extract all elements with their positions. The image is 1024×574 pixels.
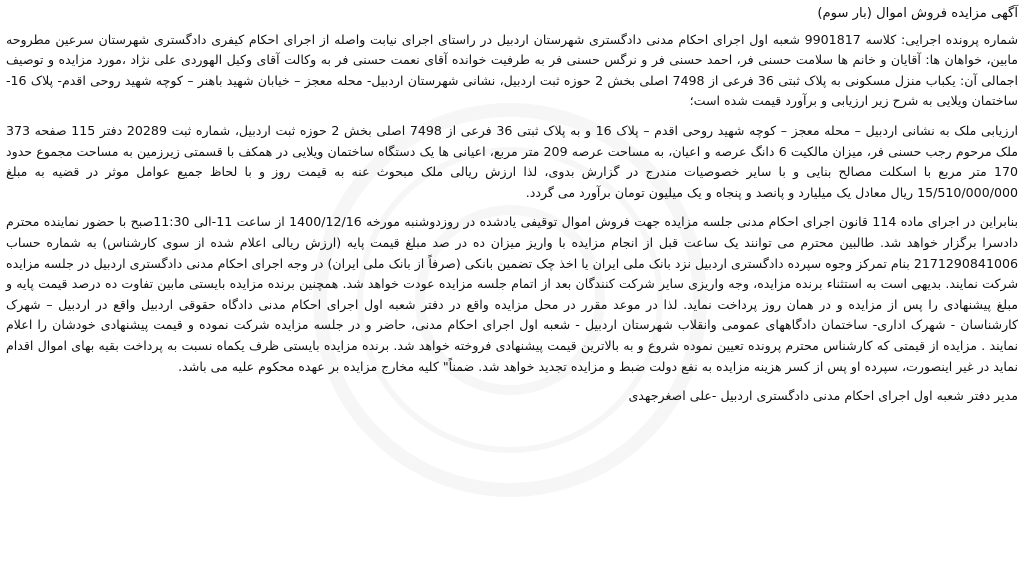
auction-notice-document — [6, 4, 1018, 570]
signature-line: مدیر دفتر شعبه اول اجرای احکام مدنی دادگستری اردبیل -علی اصغرجهدی — [628, 388, 1018, 404]
case-details-paragraph: شماره پرونده اجرایی: کلاسه 9901817 شعبه اول اجرای احکام مدنی دادگستری شهرستان اردبیل در راستای اجرای نیابت واصله از اجرای احکام کیفری دادگستری شهرستان سرعین مطروحه مابین، خواهان ها: آقایان و خانم ها سلامت حسنی فر، احمد حسنی فر و نرگس حسنی فر به طرفیت خوانده آقای نعمت حسنی فر به وکالت آقای وکیل الهوردی علی نژاد ،مورد مزایده و توصیف اجمالی آن: یکباب منزل مسکونی به پلاک ثبتی 36 فرعی از 7498 اصلی بخش 2 حوزه ثبت اردبیل، نشانی شهرستان اردبیل- محله معجز – خیابان شهید باهنر – کوچه شهید روحی اقدم- پلاک 16- ساختمان ویلایی به شرح زیر ارزیابی و برآورد قیمت شده است؛ — [6, 31, 1019, 109]
auction-terms-paragraph: بنابراین در اجرای ماده 114 قانون اجرای احکام مدنی جلسه مزایده جهت فروش اموال توقیفی یادشده در روزدوشنبه مورخه 1400/12/16 از ساعت 11-الی 11:30صبح با حضور نماینده محترم دادسرا برگزار خواهد شد. طالبین محترم می توانند یک ساعت قبل از انجام مزایده با واریز میزان ده در صد مبلغ قیمت پایه (ارزش ریالی اعلام شده از سوی کارشناس) به شماره حساب 2171290841006 بنام تمرکز وجوه سپرده دادگستری اردبیل نزد بانک ملی ایران یا اخذ چک تضمین بانکی (صرفاً از بانک ملی ایران) در وجه اجرای احکام مدنی دادگستری اردبیل در جلسه مزایده شرکت نمایند. بدیهی است به استثناء برنده مزایده، وجه واریزی سایر شرکت کنندگان بعد از اتمام جلسه مزایده عودت خواهد شد. همچنین برنده مزایده بایستی مابین تفاوت ده درصد قیمت پایه و مبلغ پیشنهادی را پس از مزایده و در همان روز پرداخت نماید. لذا در موعد مقرر در محل مزایده واقع در دفتر شعبه اول اجرای احکام مدنی دادگاه حقوقی اردبیل واقع در اردبیل – شهرک کارشناسان - شهرک اداری- ساختمان دادگاههای عمومی وانقلاب شهرستان اردبیل - شعبه اول اجرای احکام مدنی، حاضر و در جلسه مزایده شرکت نموده و قیمت پیشنهادی خودشان را اعلام نمایند . مزایده از قیمتی که کارشناس محترم پرونده تعیین نموده شروع و به بالاترین قیمت پیشنهادی فروخته خواهد شد. برنده مزایده بایستی ظرف یکماه نسبت به پرداخت بقیه بهای اموال اقدام نماید در غیر اینصورت، سپرده او پس از کسر هزینه مزایده به نفع دولت ضبط و مزایده تجدید خواهد شد. ضمناً" کلیه مخارج مزایده بر عهده محکوم علیه می باشد. — [6, 214, 1018, 374]
notice-title: آگهی مزایده فروش اموال (بار سوم) — [817, 6, 1018, 21]
property-valuation-paragraph: ارزیابی ملک به نشانی اردبیل – محله معجز – کوچه شهید روحی اقدم – پلاک 16 و به پلاک ثبتی 36 فرعی از 7498 اصلی بخش 2 حوزه ثبت اردبیل، شماره ثبت 20289 دفتر 115 صفحه 373 ملک مرحوم رجب حسنی فر، میزان مالکیت 6 دانگ عرصه و اعیان، به مساحت عرصه 209 متر مربع، اعیانی ها یک دستگاه ساختمان ویلایی در همکف با قسمتی زیرزمین به مساحت مجموع حدود 170 متر مربع با اسکلت مصالح بنایی و با سایر خصوصیات مندرج در گزارش بدوی، لذا ارزش ریالی ملک مبحوث عنه به قیمت روز و با لحاظ جمیع عوامل موثر در قضیه به مبلغ 15/510/000/000 ریال معادل یک میلیارد و پانصد و پنجاه و یک میلیون تومان برآورد می گردد. — [6, 122, 1019, 200]
